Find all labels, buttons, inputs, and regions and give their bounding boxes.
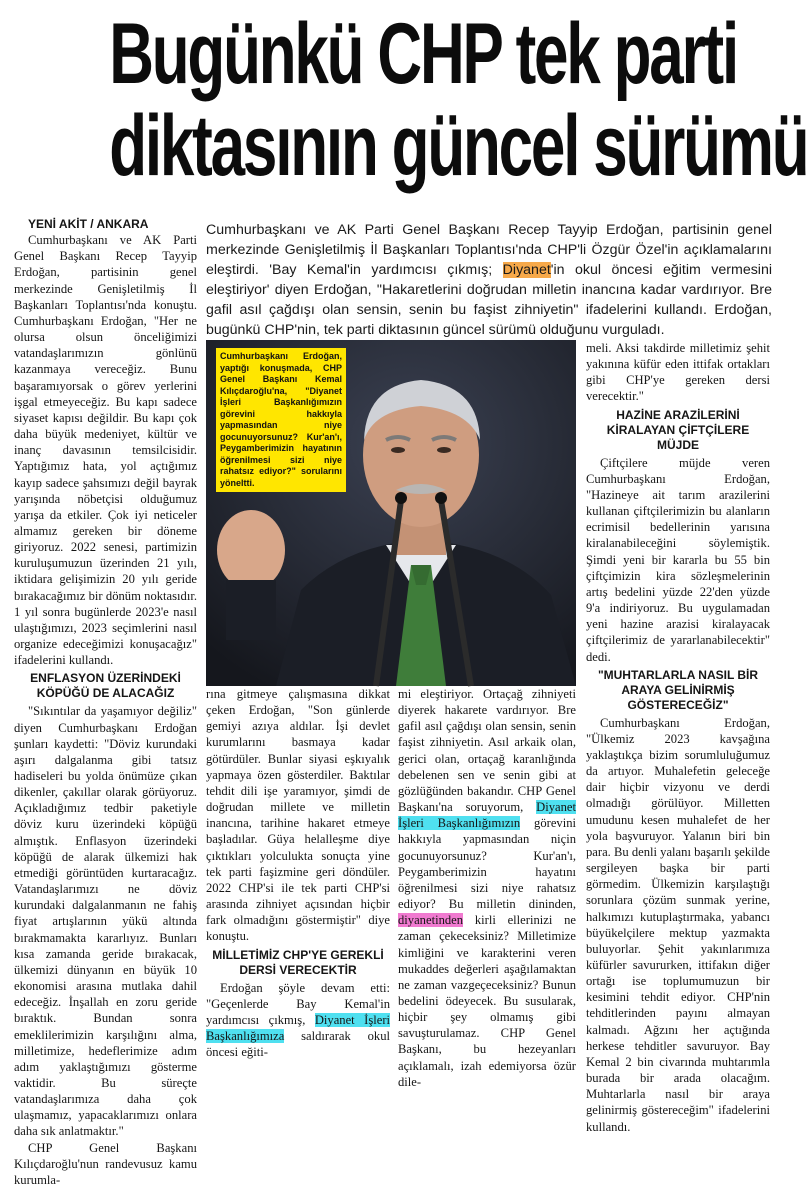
col2-subhead-1: MİLLETİMİZ CHP'YE GEREKLİ DERSİ VERECEKTİR bbox=[212, 947, 384, 977]
lede-part-2: 'in okul öncesi eğitim vermesini eleştiriyor' diyen Erdoğan, "Hakaretlerini doğrudan milletin inancına kadar vardırıyor. Bre gafil asıl çağdışı olan sensin, senin bu faşist zihniyetin" ifadelerini kullandı. Erdoğan, bugünkü CHP'nin, tek parti diktasının güncel sürümü olduğunu vurguladı. bbox=[206, 262, 773, 339]
col4-paragraph-3: Cumhurbaşkanı Erdoğan, "Ülkemiz 2023 kavşağına yaklaştıkça bizim sorumluluğumuz da artıyor. Muhalefetin geleceğe dair hiçbir vizyonu ve derdi olmadığı görülüyor. Milletten umudunu kesen muhalefet de her yola başvuruyor. Yalanın biri bin para. Bu denli yalanı başarılı şekilde sergileyen başka bir parti görmedim. Ülkemizin karşılaştığı sorunlara çözüm sunmak yerine, halkımızı kutuplaştırmaka, yabancı büyükelçilere mektup yazmakta buluyorlar. Şehit yakınlarımıza küfürler savururken, ittifakın diğer ortağı ise toplumumuzun bir kesimini tehdit ediyor. CHP'nin tehditlerinden payını almayan kalmadı. Ağzını her açtığında herkese tehditler savuruyor. Bay Kemal 2 bin civarında muhtarımla burada bir arada olacağım. Muhtarlarla nasıl bir araya gelinirmiş göstereceğim" ifadelerini kullandı. bbox=[586, 715, 770, 1134]
article-column-2 bbox=[206, 686, 391, 1060]
byline: YENİ AKİT / ANKARA bbox=[28, 217, 149, 231]
article-lede bbox=[206, 220, 772, 341]
col2-highlight-diyanet: Diyanet İşleri Başkanlığımıza bbox=[206, 1012, 391, 1043]
article-column-1 bbox=[14, 216, 197, 1187]
headline-line-1: Bugünkü CHP tek parti bbox=[109, 6, 738, 102]
col4-paragraph-2: Çiftçilere müjde veren Cumhurbaşkanı Erdoğan, "Hazineye ait tarım arazilerini kullanan çiftçilerimizin bu alanların ecrimisil bedellerinin yarısına kiralanabileceğini söylemiştik. Şimdi yeni bir kararla bu 55 bin çiftçimizin kira sözleşmelerinin artış bedelini yüzde 22'den yüzde 9'a indiriyoruz. Bu uygulamadan yeni hazine arazisi kiralayacak çiftçilerimiz de yararlanabilecektir" dedi. bbox=[586, 455, 770, 664]
col3-p1-part-1: mi eleştiriyor. Ortaçağ zihniyeti diyerek hakarete vardırıyor. Bre gafil asıl çağdışı olan sensin, senin faşist zihniyetin. Asıl arkaik olan, gerici olan, ortaçağ karanlığında debelenen sen ve senin gibi at gözlüğünden bakandır. CHP Genel Başkanı'na soruyorum, bbox=[398, 687, 576, 815]
col3-highlight-diyanetinden: diyanetinden bbox=[398, 913, 464, 928]
col4-subhead-2: "MUHTARLARLA NASIL BİR ARAYA GELİNİRMİŞ GÖSTERECEĞİZ" bbox=[597, 667, 759, 712]
col3-p1-part-3: kirli ellerinizi ne zaman çekeceksiniz? Milletimize kimliğini ve karakterini veren mukaddes değerleri aşağılamaktan ne zaman vazgeçeceksiniz? Bunun bedelini ödeyecek. Bu susularak, hiçbir şey olmamış gibi savuşturulamaz. CHP Genel Başkanı, bu hezeyanları açıklamalı, izah edemiyorsa özür dile- bbox=[398, 913, 576, 1089]
col3-p1-part-2: görevini hakkıyla yapmasından niçin gocunuyorsunuz? Kur'an'ı, Peygamberimizin hayatını öğrenilmesi sizi niye rahatsız ediyor? Bu milletin dininden, bbox=[398, 816, 577, 912]
col2-paragraph-2 bbox=[206, 980, 390, 1061]
article-column-4 bbox=[586, 340, 770, 1134]
article-column-3 bbox=[398, 686, 577, 1089]
col2-p2-part-2: saldırarak okul öncesi eğiti- bbox=[206, 1028, 390, 1060]
col1-paragraph-2: "Sıkıntılar da yaşamıyor değiliz" diyen Cumhurbaşkanı Erdoğan şunları kaydetti: "Döviz kurundaki aşırı dalgalanma gibi tatsız hadiseleri bu yolda önümüze çıkan dikenler, çakıllar olarak görüyoruz. Açıkladığımız tedbir paketiyle döviz kuru üzerindeki köpüğü almıştık. Enflasyon üzerindeki köpüğü de alarak ülkemizi hak etmediği görüntüden kurtaracağız. Vatandaşlarımızı ne döviz kurundaki dalgalanmanın ne fahiş fiyat artışlarının yükü altında bırakmamakta kararlıyız. Bunları kısa zamanda geride bırakacak, ülkemizi dünyanın en büyük 10 ekonomisi arasına mutlaka dahil edeceğiz. İnşallah en zoru geride bıraktık. Bundan sonra emeklilerimizin karşılığını alma, milletimize, hedeflerimize adım adım yaklaştığımızı gösterme vaktidir. Bu süreçte vatandaşlarımıza daha çok ulaşmamız, yapacaklarımızı onlara daha sık anlatmaktır." bbox=[14, 704, 197, 1139]
col1-paragraph-3: CHP Genel Başkanı Kılıçdaroğlu'nun randevusuz kamu kurumla- bbox=[14, 1140, 197, 1187]
col1-subhead-1: ENFLASYON ÜZERİNDEKİ KÖPÜĞÜ DE ALACAĞIZ bbox=[30, 671, 181, 701]
col3-paragraph-1 bbox=[398, 686, 576, 1090]
col4-paragraph-1: meli. Aksi takdirde milletimiz şehit yakınına küfür eden ittifak ortakları gibi CHP'ye gereken dersi verecektir." bbox=[586, 341, 770, 404]
photo-caption: Cumhurbaşkanı Erdoğan, yaptığı konuşmada, CHP Genel Başkanı Kemal Kılıçdaroğlu'na, "Diyanet İşleri Başkanlığımızın görevini hakkıyla yapmasından niye gocunuyorsunuz? Kur'an'ı, Peygamberimizin hayatının öğrenilmesi sizi niye rahatsız ediyor?" sorularını yöneltti. bbox=[216, 348, 346, 492]
col4-subhead-1: HAZİNE ARAZİLERİNİ KİRALAYAN ÇİFTÇİLERE MÜJDE bbox=[606, 407, 750, 452]
col3-highlight-diyanet-isleri: Diyanet İşleri Başkanlığımızın bbox=[398, 800, 576, 831]
lede-highlight-diyanet: Diyanet bbox=[502, 262, 551, 279]
col1-paragraph-1: Cumhurbaşkanı ve AK Parti Genel Başkanı Recep Tayyip Erdoğan, partisinin genel merkezinde Genişletilmiş İl Başkanları Toplantısı'nda konuştu. Cumhurbaşkanı Erdoğan, "Her ne olursa olsun önceliğimizi vatandaşlarımızın gönlünü kazanmaya vereceğiz. Bunu başaramıyorsak o görev yerlerini işgal etmeyeceğiz. Bu kapı sadece siyaset kapısı değildir. Bu kapı çok daha büyük medeniyet, kültür ve inanç davasının temsilcisidir. Yaptığımız hata, yol açtığımız kayıp sadece şahsımızı değil bayrak yarışında nöbetçisi olduğumuz yarışa da etkiler. Çok iyi neticeler almamız gereken bir döneme giriyoruz. 2022 senesi, partimizin kuruluşumuzun üzerinden 21 yılı, iktidara gelişimizin 20 yılı geride bırakacağımız bir dönüm noktasıdır. 1 yıl sonra bugünlerde 2023'e nasıl ulaştığımızı, 2023 seçimlerini nasıl organize edeceğimizi konuşacağız" ifadelerini kullandı. bbox=[14, 233, 197, 668]
col2-p2-part-1: Erdoğan şöyle devam etti: "Geçenlerde Bay Kemal'in yardımcısı çıkmış, bbox=[206, 980, 390, 1027]
lede-part-1: Cumhurbaşkanı ve AK Parti Genel Başkanı Recep Tayyip Erdoğan, partisinin genel merkezinde Genişletilmiş İl Başkanları Toplantısı'nda CHP'li Özgür Özel'in açıklamalarını eleştirdi. 'Bay Kemal'in yardımcısı çıkmış; bbox=[206, 222, 772, 279]
col2-paragraph-1: rına gitmeye çalışmasına dikkat çeken Erdoğan, "Son günlerde gemiyi azıya aldılar. İşi devlet kurumlarını basmaya kadar götürdüler. Bunlar siyasi eşkıyalık yapmaya özen gösterdiler. Baktılar tehdit dili işe yaramıyor, şimdi de doğrudan millete ve milletin inancına, tarihine hakaret etmeye başladılar. Güya helalleşme diye çıktıkları yolculukta sonuçta yine tek parti faşizmine geri döndüler. 2022 CHP'si ile tek parti CHP'si arasında zihniyet açısından hiçbir fark olmadığını göstermiştir" diye konuştu. bbox=[206, 687, 390, 944]
headline-line-2: diktasının güncel sürümü bbox=[109, 98, 807, 194]
